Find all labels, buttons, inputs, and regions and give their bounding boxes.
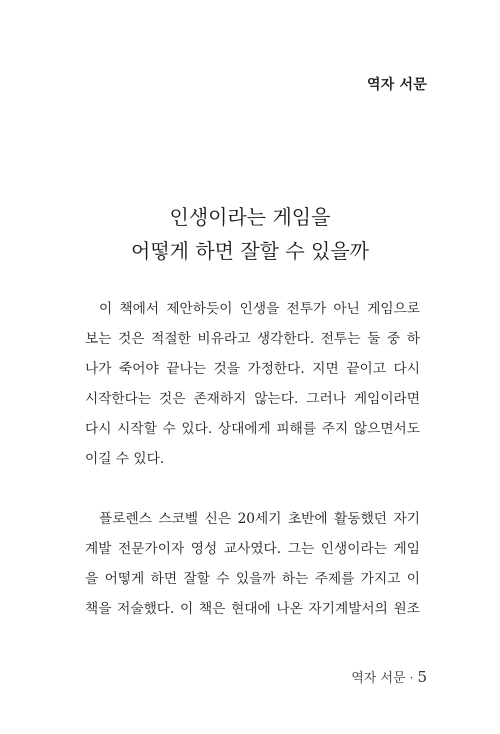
text-line: 다시 시작할 수 있다. 상대에게 피해를 주지 않으면서도 [85, 421, 420, 437]
paragraph-2 [85, 504, 420, 624]
chapter-title [0, 200, 500, 268]
footer-section-label: 역자 서문 [351, 671, 406, 686]
text-line: 계발 전문가이자 영성 교사였다. 그는 인생이라는 게임 [85, 541, 420, 557]
text-line: 이길 수 있다. [85, 451, 165, 467]
paragraph-1 [85, 294, 420, 474]
page-footer [351, 667, 427, 686]
body-text [85, 294, 420, 654]
text-line: 이 책에서 제안하듯이 인생을 전투가 아닌 게임으로 [99, 301, 420, 317]
text-line: 나가 죽어야 끝나는 것을 가정한다. 지면 끝이고 다시 [85, 361, 420, 377]
footer-separator: · [409, 671, 414, 685]
page-number: 5 [417, 668, 427, 686]
text-line: 플로렌스 스코벨 신은 20세기 초반에 활동했던 자기 [99, 511, 420, 527]
running-header: 역자 서문 [367, 77, 427, 93]
chapter-title-line-1: 인생이라는 게임을 [169, 205, 331, 229]
text-line: 책을 저술했다. 이 책은 현대에 나온 자기계발서의 원조 [85, 601, 420, 617]
text-line: 을 어떻게 하면 잘할 수 있을까 하는 주제를 가지고 이 [85, 571, 420, 587]
chapter-title-line-2: 어떻게 하면 잘할 수 있을까 [131, 239, 369, 263]
text-line: 보는 것은 적절한 비유라고 생각한다. 전투는 둘 중 하 [85, 331, 420, 347]
text-line: 시작한다는 것은 존재하지 않는다. 그러나 게임이라면 [85, 391, 420, 407]
